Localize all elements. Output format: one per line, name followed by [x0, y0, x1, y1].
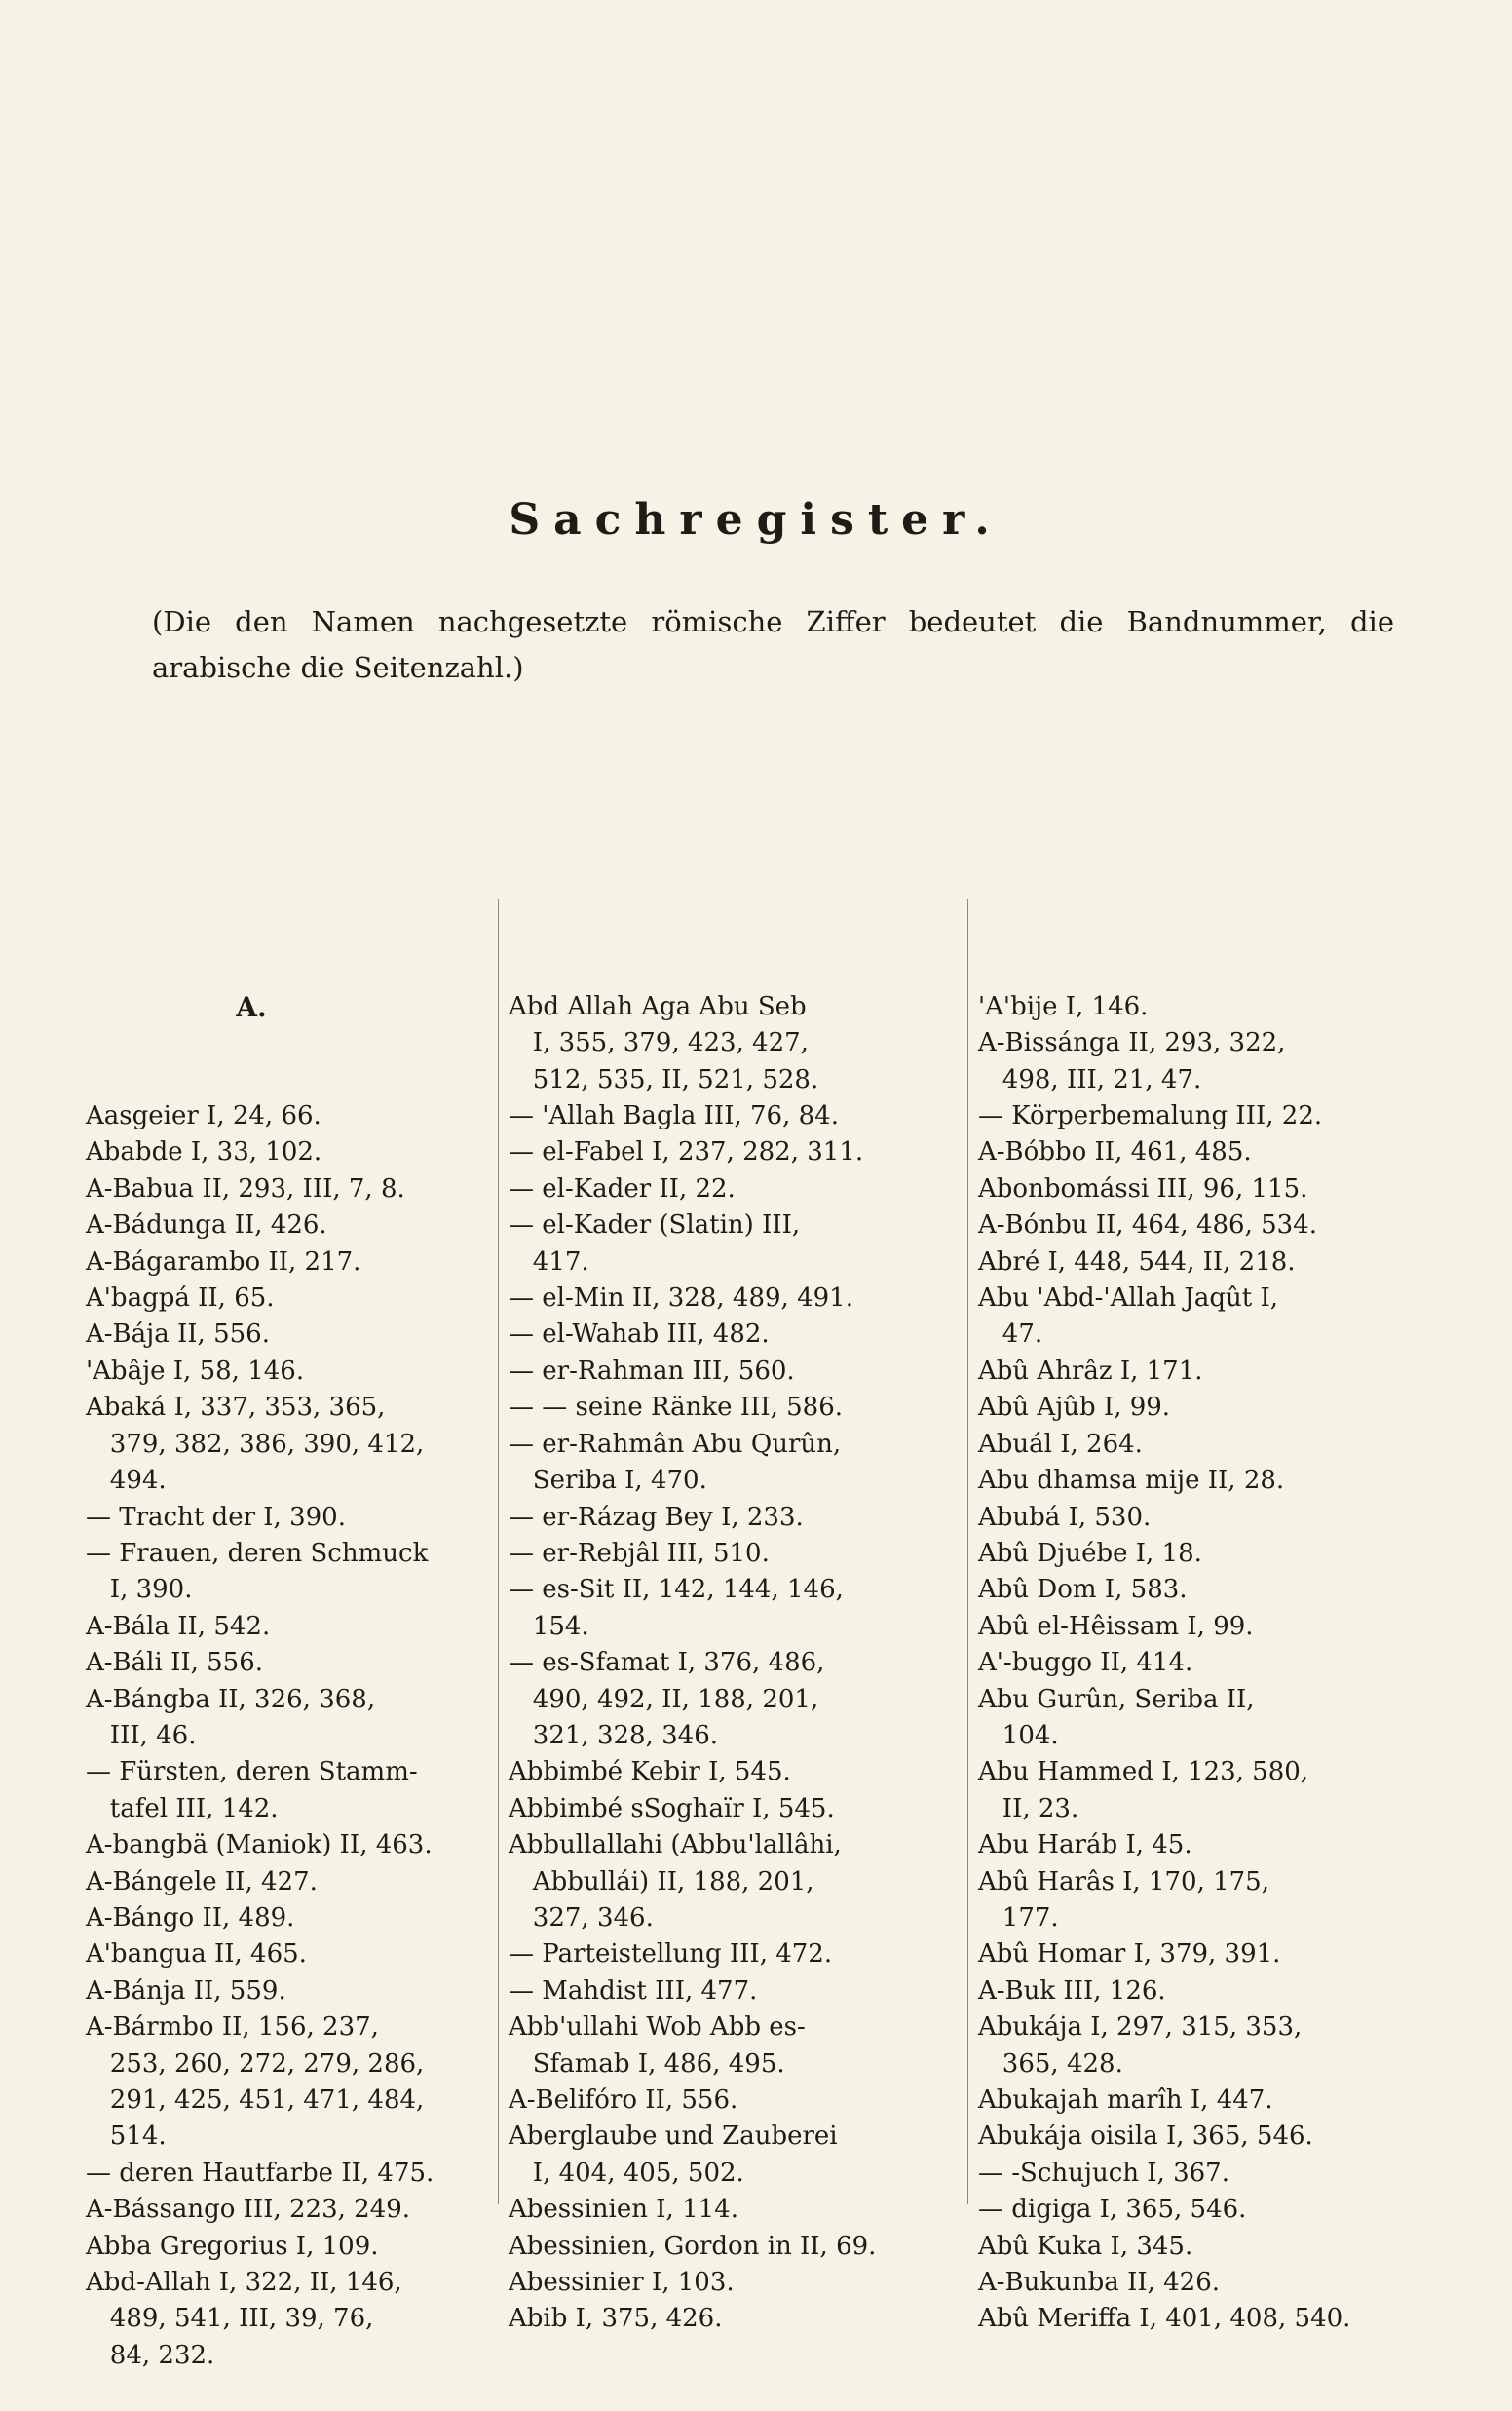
index-entry: 489, 541, III, 39, 76,: [86, 2304, 374, 2334]
index-entry: Ababde I, 33, 102.: [86, 1137, 322, 1167]
index-entry: — digiga I, 365, 546.: [978, 2195, 1247, 2225]
index-entry: — — seine Ränke III, 586.: [509, 1393, 844, 1423]
index-entry: Abû Meriffa I, 401, 408, 540.: [978, 2304, 1351, 2334]
index-entry: Abib I, 375, 426.: [509, 2304, 723, 2334]
index-column-3: [978, 916, 1436, 2374]
index-entry: Abû Dom I, 583.: [978, 1575, 1188, 1605]
index-entry: tafel III, 142.: [86, 1793, 279, 1823]
index-entry: — Fürsten, deren Stamm-: [86, 1757, 418, 1787]
index-entry: 327, 346.: [509, 1902, 654, 1933]
index-entry: II, 23.: [978, 1793, 1079, 1823]
index-entry: Abré I, 448, 544, II, 218.: [978, 1246, 1296, 1277]
index-entry: Abbullái) II, 188, 201,: [509, 1866, 814, 1896]
index-entry: Abû Ajûb I, 99.: [978, 1393, 1171, 1423]
index-entry: Aberglaube und Zauberei: [509, 2122, 838, 2152]
index-column-1: [86, 916, 495, 2411]
index-entry: — el-Fabel I, 237, 282, 311.: [509, 1137, 864, 1167]
index-entry: Abbimbé Kebir I, 545.: [509, 1757, 791, 1787]
index-entry: Abessinien, Gordon in II, 69.: [509, 2231, 877, 2261]
index-entry: A-Bármbo II, 156, 237,: [86, 2012, 379, 2043]
index-entry: 84, 232.: [86, 2340, 215, 2370]
index-entry: Abu dhamsa mije II, 28.: [978, 1466, 1285, 1496]
index-entry: — el-Wahab III, 482.: [509, 1320, 770, 1350]
page-title: Sachregister.: [509, 495, 1003, 545]
index-entry: III, 46.: [86, 1720, 197, 1750]
index-entry: A-bangbä (Maniok) II, 463.: [86, 1830, 433, 1860]
index-entry: Abu 'Abd-'Allah Jaqût I,: [978, 1283, 1279, 1314]
index-entry: Abu Hammed I, 123, 580,: [978, 1757, 1309, 1787]
index-entry: 104.: [978, 1720, 1059, 1750]
index-column-2: [509, 916, 957, 2374]
index-entry: — er-Rebjâl III, 510.: [509, 1538, 770, 1568]
index-entry: A-Bája II, 556.: [86, 1320, 270, 1350]
index-entry: I, 404, 405, 502.: [509, 2158, 744, 2188]
index-entry: Abessinier I, 103.: [509, 2268, 735, 2298]
index-entry: Aasgeier I, 24, 66.: [86, 1101, 321, 1131]
index-entry: Abba Gregorius I, 109.: [86, 2231, 379, 2261]
index-entry: — er-Rahmân Abu Qurûn,: [509, 1429, 842, 1459]
index-entry: Abbullallahi (Abbu'lallâhi,: [509, 1830, 842, 1860]
index-entry: — Frauen, deren Schmuck: [86, 1538, 429, 1568]
index-entry: Abu Haráb I, 45.: [978, 1830, 1192, 1860]
index-entry: Abû Djuébe I, 18.: [978, 1538, 1202, 1568]
index-entry: — el-Kader II, 22.: [509, 1173, 736, 1204]
index-entry: 514.: [86, 2122, 167, 2152]
index-entry: — er-Rázag Bey I, 233.: [509, 1502, 804, 1532]
index-entry: 494.: [86, 1466, 167, 1496]
index-entry: Abû Homar I, 379, 391.: [978, 1939, 1281, 1970]
index-entry: 'A'bije I, 146.: [978, 991, 1149, 1021]
column-divider: [967, 899, 968, 2204]
index-entry: A-Bóbbo II, 461, 485.: [978, 1137, 1252, 1167]
index-entry: — Mahdist III, 477.: [509, 1975, 758, 2006]
index-entry: A-Bádunga II, 426.: [86, 1210, 327, 1241]
index-entry: Abessinien I, 114.: [509, 2195, 738, 2225]
index-entry: — Tracht der I, 390.: [86, 1502, 346, 1532]
index-entry: A-Bukunba II, 426.: [978, 2268, 1221, 2298]
index-entry: 'Abâje I, 58, 146.: [86, 1356, 305, 1386]
index-entry: — el-Kader (Slatin) III,: [509, 1210, 801, 1241]
index-entry: Abukája oisila I, 365, 546.: [978, 2122, 1313, 2152]
index-entry: 379, 382, 386, 390, 412,: [86, 1429, 425, 1459]
section-letter: A.: [236, 990, 267, 1023]
column-divider: [498, 899, 499, 2204]
index-entry: Abû Kuka I, 345.: [978, 2231, 1193, 2261]
index-entry: A-Bágarambo II, 217.: [86, 1246, 361, 1277]
index-entry: — Parteistellung III, 472.: [509, 1939, 833, 1970]
index-entry: A'-buggo II, 414.: [978, 1648, 1193, 1678]
index-entry: A-Buk III, 126.: [978, 1975, 1166, 2006]
index-entries: [86, 1098, 495, 2374]
index-entry: Abbimbé sSoghaïr I, 545.: [509, 1793, 835, 1823]
index-entries: [978, 989, 1436, 2338]
index-entry: A-Bónbu II, 464, 486, 534.: [978, 1210, 1317, 1241]
index-entry: A-Bángba II, 326, 368,: [86, 1684, 376, 1714]
index-entry: 177.: [978, 1902, 1059, 1933]
index-entry: 253, 260, 272, 279, 286,: [86, 2048, 425, 2079]
index-entry: 490, 492, II, 188, 201,: [509, 1684, 819, 1714]
index-entry: 321, 328, 346.: [509, 1720, 718, 1750]
index-entry: Abd Allah Aga Abu Seb: [509, 991, 807, 1021]
index-entry: Abaká I, 337, 353, 365,: [86, 1393, 386, 1423]
index-entry: Abukája I, 297, 315, 353,: [978, 2012, 1303, 2043]
index-entry: Abû el-Hêissam I, 99.: [978, 1611, 1254, 1641]
index-entry: A'bagpá II, 65.: [86, 1283, 275, 1314]
index-entry: I, 390.: [86, 1575, 193, 1605]
index-entry: Abd-Allah I, 322, II, 146,: [86, 2268, 402, 2298]
index-entry: 498, III, 21, 47.: [978, 1064, 1202, 1094]
index-entry: Abukajah marîh I, 447.: [978, 2086, 1273, 2115]
index-entry: A-Bássango III, 223, 249.: [86, 2195, 411, 2225]
index-entry: — deren Hautfarbe II, 475.: [86, 2158, 435, 2188]
index-entry: 154.: [509, 1611, 589, 1641]
index-entry: 512, 535, II, 521, 528.: [509, 1064, 819, 1094]
index-entry: — er-Rahman III, 560.: [509, 1356, 795, 1386]
index-entry: Sfamab I, 486, 495.: [509, 2048, 785, 2079]
index-entry: — es-Sfamat I, 376, 486,: [509, 1648, 825, 1678]
index-entry: 291, 425, 451, 471, 484,: [86, 2086, 425, 2115]
index-entry: A-Báli II, 556.: [86, 1648, 264, 1678]
index-entry: Abubá I, 530.: [978, 1502, 1152, 1532]
index-entry: Abb'ullahi Wob Abb es-: [509, 2012, 806, 2043]
index-entry: A-Belifóro II, 556.: [509, 2086, 738, 2115]
index-entry: Seriba I, 470.: [509, 1466, 707, 1496]
index-entry: A'bangua II, 465.: [86, 1939, 307, 1970]
index-entry: A-Bissánga II, 293, 322,: [978, 1028, 1286, 1058]
index-entry: 365, 428.: [978, 2048, 1123, 2079]
index-entry: A-Bángo II, 489.: [86, 1902, 295, 1933]
index-entry: A-Bánja II, 559.: [86, 1975, 286, 2006]
index-entry: — el-Min II, 328, 489, 491.: [509, 1283, 853, 1314]
index-entry: — 'Allah Bagla III, 76, 84.: [509, 1101, 839, 1131]
index-entry: Abû Ahrâz I, 171.: [978, 1356, 1203, 1386]
index-entry: — Körperbemalung III, 22.: [978, 1101, 1323, 1131]
index-entry: 417.: [509, 1246, 589, 1277]
index-entry: 47.: [978, 1320, 1043, 1350]
index-entries: [509, 989, 957, 2338]
index-entry: A-Bángele II, 427.: [86, 1866, 318, 1896]
index-entry: — es-Sit II, 142, 144, 146,: [509, 1575, 844, 1605]
index-entry: Abû Harâs I, 170, 175,: [978, 1866, 1269, 1896]
index-entry: A-Bála II, 542.: [86, 1611, 271, 1641]
index-entry: Abonbomássi III, 96, 115.: [978, 1173, 1308, 1204]
index-entry: Abuál I, 264.: [978, 1429, 1143, 1459]
index-entry: — -Schujuch I, 367.: [978, 2158, 1229, 2188]
index-entry: I, 355, 379, 423, 427,: [509, 1028, 809, 1058]
index-entry: Abu Gurûn, Seriba II,: [978, 1684, 1255, 1714]
index-entry: A-Babua II, 293, III, 7, 8.: [86, 1173, 405, 1204]
index-note: (Die den Namen nachgesetzte römische Ziffer bedeutet die Bandnummer, die arabische die Seitenzahl.): [152, 605, 1394, 684]
